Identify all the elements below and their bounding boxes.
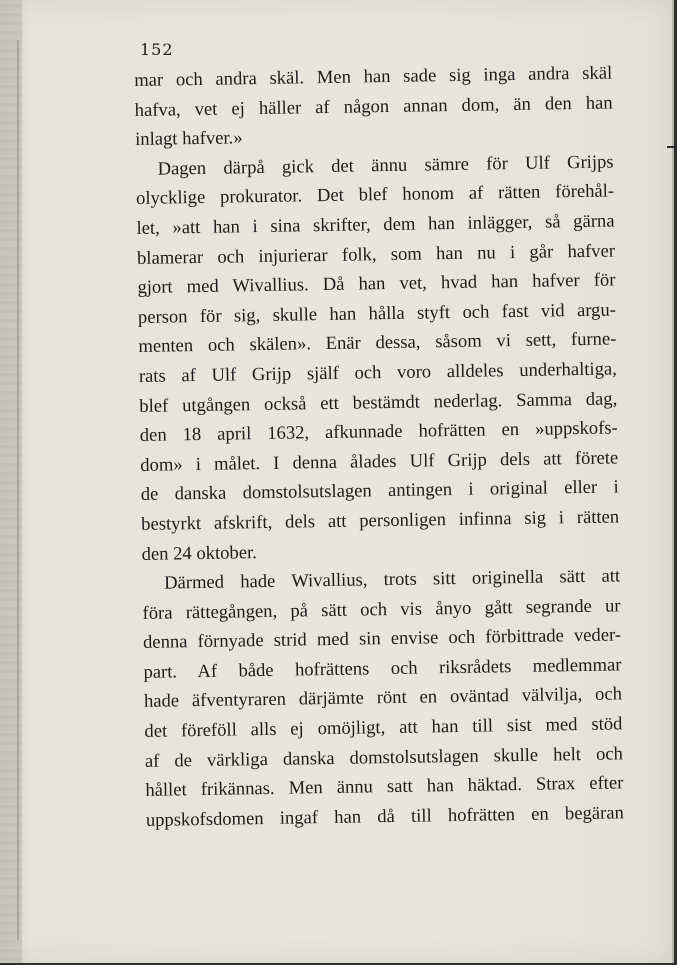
text-line: hade äfventyraren därjämte rönt en oväntad välvilja, och — [143, 683, 623, 713]
text-line: uppskofsdomen ingaf han då till hofrätten en begäran — [145, 802, 624, 831]
text-line: de danska domstolsutslagen antingen i original eller i — [140, 476, 619, 506]
spine-shadow — [17, 40, 19, 940]
text-line: dom» i målet. I denna ålades Ulf Grijp dels att förete — [140, 447, 619, 476]
text-line: bestyrkt afskrift, dels att personligen infinna sig i rätten — [141, 506, 620, 535]
text-line: gjort med Wivallius. Då han vet, hvad han hafver för — [137, 269, 616, 299]
edge-mark — [667, 146, 677, 148]
text-line: mar och andra skäl. Men han sade sig inga andra skäl — [134, 62, 613, 91]
text-line: föra rättegången, på sätt och vis ånyo gått segrande ur — [142, 595, 621, 624]
text-line: part. Af både hofrättens och riksrådets medlemmar — [143, 654, 622, 683]
body-text — [134, 58, 624, 835]
text-line: den 18 april 1632, afkunnade hofrätten en »uppskofs- — [139, 417, 618, 447]
text-line: af de värkliga danska domstolsutslagen skulle helt och — [144, 743, 624, 772]
text-line: olycklige prokurator. Det blef honom af rätten förehål- — [135, 180, 615, 210]
text-line: blamerar och injurierar folk, som han nu i går hafver — [136, 240, 616, 269]
text-line: menten och skälen». Enär dessa, såsom vi sett, furne- — [138, 328, 617, 358]
text-line: det föreföll alls ej omöjligt, att han till sist med stöd — [144, 713, 623, 742]
text-line: rats af Ulf Grijp själf och voro alldeles underhaltiga, — [138, 358, 617, 387]
text-line: inlagt hafver.» — [134, 127, 243, 151]
text-line: Dagen därpå gick det ännu sämre för Ulf Grijps — [157, 151, 614, 180]
text-line: blef utgången också ett bestämdt nederlag. Samma dag, — [139, 387, 618, 417]
text-line: hafva, vet ej häller af någon annan dom, än den han — [134, 92, 613, 121]
text-line: let, »att han i sina skrifter, dem han inlägger, så gärna — [136, 210, 615, 239]
text-line: den 24 oktober. — [141, 541, 257, 565]
text-line: Därmed hade Wivallius, trots sitt originella sätt att — [163, 565, 621, 594]
text-line: denna förnyade strid med sin envise och förbittrade veder- — [142, 624, 622, 654]
text-line: person för sig, skulle han hålla styft och fast vid argu- — [137, 299, 617, 328]
text-line: hållet frikännas. Men ännu satt han häktad. Strax efter — [145, 772, 624, 802]
page-number: 152 — [140, 40, 174, 59]
